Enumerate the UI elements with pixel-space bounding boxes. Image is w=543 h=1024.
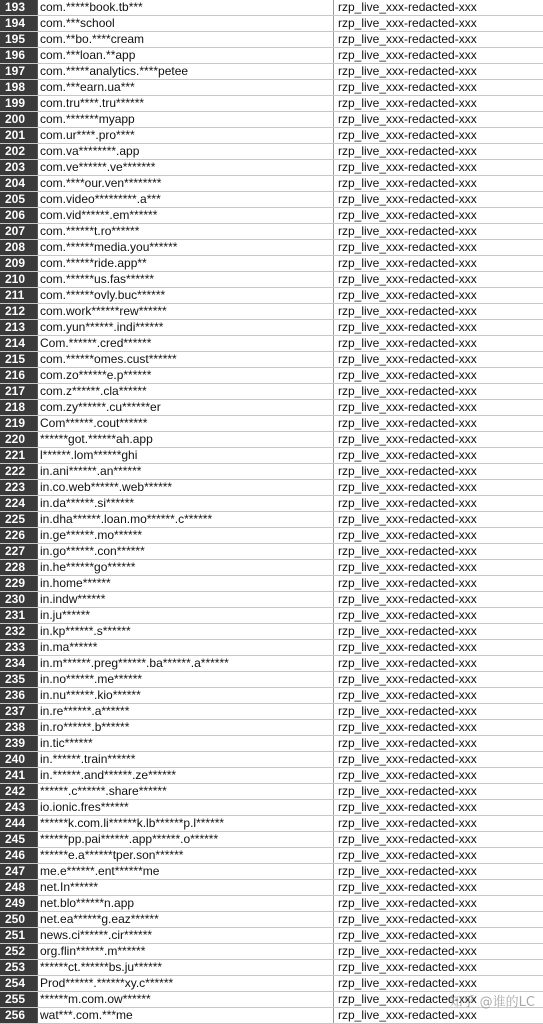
api-key-cell[interactable]: rzp_live_xxx-redacted-xxx	[338, 256, 477, 270]
api-key-cell[interactable]: rzp_live_xxx-redacted-xxx	[338, 336, 477, 350]
package-name-cell[interactable]: in.******.train******	[38, 752, 334, 767]
table-row[interactable]	[0, 912, 543, 928]
row-number[interactable]: 254	[0, 976, 38, 991]
package-name-cell[interactable]: com.ur****.pro****	[38, 128, 334, 143]
package-name-cell[interactable]: in.ge******.mo******	[38, 528, 334, 543]
package-name-cell[interactable]: com.*******myapp	[38, 112, 334, 127]
row-number[interactable]: 249	[0, 896, 38, 911]
table-row[interactable]	[0, 976, 543, 992]
api-key-cell[interactable]: rzp_live_xxx-redacted-xxx	[338, 864, 477, 878]
api-key-cell[interactable]: rzp_live_xxx-redacted-xxx	[338, 160, 477, 174]
row-number[interactable]: 224	[0, 496, 38, 511]
api-key-cell[interactable]: rzp_live_xxx-redacted-xxx	[338, 768, 477, 782]
row-number[interactable]: 223	[0, 480, 38, 495]
api-key-cell[interactable]: rzp_live_xxx-redacted-xxx	[338, 672, 477, 686]
package-name-cell[interactable]: ******.c******.share******	[38, 784, 334, 799]
package-name-cell[interactable]: in.ro******.b******	[38, 720, 334, 735]
row-number[interactable]: 244	[0, 816, 38, 831]
package-name-cell[interactable]: Com.******.cred******	[38, 336, 334, 351]
table-row[interactable]	[0, 720, 543, 736]
package-name-cell[interactable]: net.blo******n.app	[38, 896, 334, 911]
api-key-cell[interactable]: rzp_live_xxx-redacted-xxx	[338, 448, 477, 462]
api-key-cell[interactable]: rzp_live_xxx-redacted-xxx	[338, 800, 477, 814]
table-row[interactable]	[0, 256, 543, 272]
package-name-cell[interactable]: in.kp******.s******	[38, 624, 334, 639]
row-number[interactable]: 221	[0, 448, 38, 463]
row-number[interactable]: 219	[0, 416, 38, 431]
package-name-cell[interactable]: com.ve******.ve*******	[38, 160, 334, 175]
row-number[interactable]: 212	[0, 304, 38, 319]
api-key-cell[interactable]: rzp_live_xxx-redacted-xxx	[338, 96, 477, 110]
package-name-cell[interactable]: com.**bo.****cream	[38, 32, 334, 47]
package-name-cell[interactable]: com.video*********.a***	[38, 192, 334, 207]
package-name-cell[interactable]: com.******t.ro******	[38, 224, 334, 239]
api-key-cell[interactable]: rzp_live_xxx-redacted-xxx	[338, 176, 477, 190]
row-number[interactable]: 193	[0, 0, 38, 15]
table-row[interactable]	[0, 416, 543, 432]
api-key-cell[interactable]: rzp_live_xxx-redacted-xxx	[338, 896, 477, 910]
table-row[interactable]	[0, 960, 543, 976]
package-name-cell[interactable]: in.go******.con******	[38, 544, 334, 559]
table-row[interactable]	[0, 784, 543, 800]
table-row[interactable]	[0, 656, 543, 672]
row-number[interactable]: 247	[0, 864, 38, 879]
package-name-cell[interactable]: me.e******.ent******me	[38, 864, 334, 879]
table-row[interactable]	[0, 880, 543, 896]
api-key-cell[interactable]: rzp_live_xxx-redacted-xxx	[338, 528, 477, 542]
package-name-cell[interactable]: com.work******rew******	[38, 304, 334, 319]
row-number[interactable]: 248	[0, 880, 38, 895]
table-row[interactable]	[0, 800, 543, 816]
row-number[interactable]: 218	[0, 400, 38, 415]
row-number[interactable]: 255	[0, 992, 38, 1007]
package-name-cell[interactable]: ******ct.******bs.ju******	[38, 960, 334, 975]
api-key-cell[interactable]: rzp_live_xxx-redacted-xxx	[338, 656, 477, 670]
row-number[interactable]: 217	[0, 384, 38, 399]
row-number[interactable]: 208	[0, 240, 38, 255]
row-number[interactable]: 237	[0, 704, 38, 719]
row-number[interactable]: 207	[0, 224, 38, 239]
table-row[interactable]	[0, 512, 543, 528]
row-number[interactable]: 194	[0, 16, 38, 31]
api-key-cell[interactable]: rzp_live_xxx-redacted-xxx	[338, 16, 477, 30]
table-row[interactable]	[0, 848, 543, 864]
api-key-cell[interactable]: rzp_live_xxx-redacted-xxx	[338, 0, 477, 14]
api-key-cell[interactable]: rzp_live_xxx-redacted-xxx	[338, 624, 477, 638]
package-name-cell[interactable]: in.ju******	[38, 608, 334, 623]
package-name-cell[interactable]: ******k.com.li******k.lb******p.l******	[38, 816, 334, 831]
api-key-cell[interactable]: rzp_live_xxx-redacted-xxx	[338, 592, 477, 606]
row-number[interactable]: 215	[0, 352, 38, 367]
api-key-cell[interactable]: rzp_live_xxx-redacted-xxx	[338, 272, 477, 286]
package-name-cell[interactable]: com.******ride.app**	[38, 256, 334, 271]
table-row[interactable]	[0, 336, 543, 352]
api-key-cell[interactable]: rzp_live_xxx-redacted-xxx	[338, 352, 477, 366]
package-name-cell[interactable]: news.ci******.cir******	[38, 928, 334, 943]
row-number[interactable]: 252	[0, 944, 38, 959]
row-number[interactable]: 235	[0, 672, 38, 687]
table-row[interactable]	[0, 480, 543, 496]
table-row[interactable]	[0, 640, 543, 656]
package-name-cell[interactable]: com.zo******e.p******	[38, 368, 334, 383]
api-key-cell[interactable]: rzp_live_xxx-redacted-xxx	[338, 432, 477, 446]
package-name-cell[interactable]: com.*****analytics.****petee	[38, 64, 334, 79]
api-key-cell[interactable]: rzp_live_xxx-redacted-xxx	[338, 880, 477, 894]
table-row[interactable]	[0, 448, 543, 464]
row-number[interactable]: 213	[0, 320, 38, 335]
row-number[interactable]: 243	[0, 800, 38, 815]
api-key-cell[interactable]: rzp_live_xxx-redacted-xxx	[338, 496, 477, 510]
api-key-cell[interactable]: rzp_live_xxx-redacted-xxx	[338, 112, 477, 126]
row-number[interactable]: 225	[0, 512, 38, 527]
row-number[interactable]: 200	[0, 112, 38, 127]
package-name-cell[interactable]: com.****our.ven********	[38, 176, 334, 191]
package-name-cell[interactable]: com.va********.app	[38, 144, 334, 159]
package-name-cell[interactable]: in.no******.me******	[38, 672, 334, 687]
package-name-cell[interactable]: io.ionic.fres******	[38, 800, 334, 815]
api-key-cell[interactable]: rzp_live_xxx-redacted-xxx	[338, 128, 477, 142]
table-row[interactable]	[0, 304, 543, 320]
package-name-cell[interactable]: com.zy******.cu******er	[38, 400, 334, 415]
api-key-cell[interactable]: rzp_live_xxx-redacted-xxx	[338, 320, 477, 334]
package-name-cell[interactable]: com.***school	[38, 16, 334, 31]
api-key-cell[interactable]: rzp_live_xxx-redacted-xxx	[338, 512, 477, 526]
table-row[interactable]	[0, 496, 543, 512]
table-row[interactable]	[0, 64, 543, 80]
table-row[interactable]	[0, 0, 543, 16]
row-number[interactable]: 256	[0, 1008, 38, 1023]
row-number[interactable]: 199	[0, 96, 38, 111]
row-number[interactable]: 209	[0, 256, 38, 271]
api-key-cell[interactable]: rzp_live_xxx-redacted-xxx	[338, 64, 477, 78]
package-name-cell[interactable]: net.ea******g.eaz******	[38, 912, 334, 927]
package-name-cell[interactable]: Prod******.******xy.c******	[38, 976, 334, 991]
api-key-cell[interactable]: rzp_live_xxx-redacted-xxx	[338, 960, 477, 974]
table-row[interactable]	[0, 224, 543, 240]
table-row[interactable]	[0, 384, 543, 400]
api-key-cell[interactable]: rzp_live_xxx-redacted-xxx	[338, 224, 477, 238]
api-key-cell[interactable]: rzp_live_xxx-redacted-xxx	[338, 832, 477, 846]
api-key-cell[interactable]: rzp_live_xxx-redacted-xxx	[338, 240, 477, 254]
row-number[interactable]: 234	[0, 656, 38, 671]
package-name-cell[interactable]: com.*****book.tb***	[38, 0, 334, 15]
package-name-cell[interactable]: com.******media.you******	[38, 240, 334, 255]
package-name-cell[interactable]: in.m******.preg******.ba******.a******	[38, 656, 334, 671]
package-name-cell[interactable]: in.nu******.kio******	[38, 688, 334, 703]
api-key-cell[interactable]: rzp_live_xxx-redacted-xxx	[338, 464, 477, 478]
table-row[interactable]	[0, 96, 543, 112]
table-row[interactable]	[0, 544, 543, 560]
row-number[interactable]: 253	[0, 960, 38, 975]
package-name-cell[interactable]: in.re******.a******	[38, 704, 334, 719]
row-number[interactable]: 240	[0, 752, 38, 767]
api-key-cell[interactable]: rzp_live_xxx-redacted-xxx	[338, 400, 477, 414]
table-row[interactable]	[0, 816, 543, 832]
table-row[interactable]	[0, 688, 543, 704]
package-name-cell[interactable]: in.ani******.an******	[38, 464, 334, 479]
row-number[interactable]: 201	[0, 128, 38, 143]
table-row[interactable]	[0, 672, 543, 688]
api-key-cell[interactable]: rzp_live_xxx-redacted-xxx	[338, 384, 477, 398]
watermark: 知乎 @谁的LC	[449, 995, 535, 1010]
table-row[interactable]	[0, 288, 543, 304]
package-name-cell[interactable]: in.******.and******.ze******	[38, 768, 334, 783]
row-number[interactable]: 233	[0, 640, 38, 655]
row-number[interactable]: 242	[0, 784, 38, 799]
package-name-cell[interactable]: in.ma******	[38, 640, 334, 655]
row-number[interactable]: 227	[0, 544, 38, 559]
table-row[interactable]	[0, 80, 543, 96]
api-key-cell[interactable]: rzp_live_xxx-redacted-xxx	[338, 1008, 477, 1022]
row-number[interactable]: 216	[0, 368, 38, 383]
api-key-cell[interactable]: rzp_live_xxx-redacted-xxx	[338, 208, 477, 222]
api-key-cell[interactable]: rzp_live_xxx-redacted-xxx	[338, 736, 477, 750]
row-number[interactable]: 230	[0, 592, 38, 607]
api-key-cell[interactable]: rzp_live_xxx-redacted-xxx	[338, 32, 477, 46]
table-row[interactable]	[0, 128, 543, 144]
table-row[interactable]	[0, 400, 543, 416]
api-key-cell[interactable]: rzp_live_xxx-redacted-xxx	[338, 576, 477, 590]
api-key-cell[interactable]: rzp_live_xxx-redacted-xxx	[338, 192, 477, 206]
table-row[interactable]	[0, 560, 543, 576]
package-name-cell[interactable]: in.he******go******	[38, 560, 334, 575]
row-number[interactable]: 231	[0, 608, 38, 623]
row-number[interactable]: 239	[0, 736, 38, 751]
api-key-cell[interactable]: rzp_live_xxx-redacted-xxx	[338, 912, 477, 926]
row-number[interactable]: 214	[0, 336, 38, 351]
table-row[interactable]	[0, 352, 543, 368]
package-name-cell[interactable]: in.tic******	[38, 736, 334, 751]
row-number[interactable]: 206	[0, 208, 38, 223]
package-name-cell[interactable]: l******.lom******ghi	[38, 448, 334, 463]
api-key-cell[interactable]: rzp_live_xxx-redacted-xxx	[338, 784, 477, 798]
api-key-cell[interactable]: rzp_live_xxx-redacted-xxx	[338, 688, 477, 702]
table-row[interactable]	[0, 928, 543, 944]
table-row[interactable]	[0, 768, 543, 784]
package-name-cell[interactable]: com.******us.fas******	[38, 272, 334, 287]
row-number[interactable]: 210	[0, 272, 38, 287]
row-number[interactable]: 251	[0, 928, 38, 943]
table-row[interactable]	[0, 704, 543, 720]
api-key-cell[interactable]: rzp_live_xxx-redacted-xxx	[338, 144, 477, 158]
table-row[interactable]	[0, 608, 543, 624]
table-row[interactable]	[0, 16, 543, 32]
api-key-cell[interactable]: rzp_live_xxx-redacted-xxx	[338, 928, 477, 942]
table-row[interactable]	[0, 368, 543, 384]
package-name-cell[interactable]: in.home******	[38, 576, 334, 591]
table-row[interactable]	[0, 528, 543, 544]
package-name-cell[interactable]: ******pp.pai******.app******.o******	[38, 832, 334, 847]
row-number[interactable]: 228	[0, 560, 38, 575]
row-number[interactable]: 229	[0, 576, 38, 591]
row-number[interactable]: 226	[0, 528, 38, 543]
table-row[interactable]	[0, 576, 543, 592]
api-key-cell[interactable]: rzp_live_xxx-redacted-xxx	[338, 80, 477, 94]
api-key-cell[interactable]: rzp_live_xxx-redacted-xxx	[338, 752, 477, 766]
api-key-cell[interactable]: rzp_live_xxx-redacted-xxx	[338, 544, 477, 558]
row-number[interactable]: 250	[0, 912, 38, 927]
row-number[interactable]: 204	[0, 176, 38, 191]
api-key-cell[interactable]: rzp_live_xxx-redacted-xxx	[338, 368, 477, 382]
table-row[interactable]	[0, 624, 543, 640]
table-row[interactable]	[0, 944, 543, 960]
row-number[interactable]: 238	[0, 720, 38, 735]
row-number[interactable]: 203	[0, 160, 38, 175]
table-row[interactable]	[0, 176, 543, 192]
table-row[interactable]	[0, 752, 543, 768]
package-name-cell[interactable]: com.z******.cla******	[38, 384, 334, 399]
row-number[interactable]: 236	[0, 688, 38, 703]
package-name-cell[interactable]: wat***.com.***me	[38, 1008, 334, 1023]
row-number[interactable]: 211	[0, 288, 38, 303]
api-key-cell[interactable]: rzp_live_xxx-redacted-xxx	[338, 288, 477, 302]
package-name-cell[interactable]: com.vid******.em******	[38, 208, 334, 223]
table-row[interactable]	[0, 192, 543, 208]
api-key-cell[interactable]: rzp_live_xxx-redacted-xxx	[338, 608, 477, 622]
api-key-cell[interactable]: rzp_live_xxx-redacted-xxx	[338, 816, 477, 830]
api-key-cell[interactable]: rzp_live_xxx-redacted-xxx	[338, 992, 477, 1006]
package-name-cell[interactable]: ******e.a******tper.son******	[38, 848, 334, 863]
package-name-cell[interactable]: in.dha******.loan.mo******.c******	[38, 512, 334, 527]
table-row[interactable]	[0, 320, 543, 336]
api-key-cell[interactable]: rzp_live_xxx-redacted-xxx	[338, 976, 477, 990]
row-number[interactable]: 246	[0, 848, 38, 863]
table-row[interactable]	[0, 32, 543, 48]
api-key-cell[interactable]: rzp_live_xxx-redacted-xxx	[338, 560, 477, 574]
table-row[interactable]	[0, 272, 543, 288]
package-name-cell[interactable]: Com******.cout******	[38, 416, 334, 431]
package-name-cell[interactable]: com.yun******.indi******	[38, 320, 334, 335]
row-number[interactable]: 198	[0, 80, 38, 95]
row-number[interactable]: 205	[0, 192, 38, 207]
table-row[interactable]	[0, 832, 543, 848]
row-number[interactable]: 196	[0, 48, 38, 63]
package-name-cell[interactable]: com.***loan.**app	[38, 48, 334, 63]
package-name-cell[interactable]: ******m.com.ow******	[38, 992, 334, 1007]
table-row[interactable]	[0, 464, 543, 480]
package-name-cell[interactable]: in.indw******	[38, 592, 334, 607]
package-name-cell[interactable]: in.da******.si******	[38, 496, 334, 511]
package-name-cell[interactable]: in.co.web******.web******	[38, 480, 334, 495]
row-number[interactable]: 232	[0, 624, 38, 639]
package-name-cell[interactable]: com.***earn.ua***	[38, 80, 334, 95]
table-row[interactable]	[0, 896, 543, 912]
api-key-cell[interactable]: rzp_live_xxx-redacted-xxx	[338, 480, 477, 494]
row-number[interactable]: 245	[0, 832, 38, 847]
api-key-cell[interactable]: rzp_live_xxx-redacted-xxx	[338, 416, 477, 430]
api-key-cell[interactable]: rzp_live_xxx-redacted-xxx	[338, 720, 477, 734]
row-number[interactable]: 222	[0, 464, 38, 479]
row-number[interactable]: 241	[0, 768, 38, 783]
api-key-cell[interactable]: rzp_live_xxx-redacted-xxx	[338, 704, 477, 718]
row-number[interactable]: 202	[0, 144, 38, 159]
package-name-cell[interactable]: com.******ovly.buc******	[38, 288, 334, 303]
table-row[interactable]	[0, 592, 543, 608]
api-key-cell[interactable]: rzp_live_xxx-redacted-xxx	[338, 848, 477, 862]
table-row[interactable]	[0, 160, 543, 176]
package-name-cell[interactable]: ******got.******ah.app	[38, 432, 334, 447]
table-row[interactable]	[0, 1008, 543, 1024]
api-key-cell[interactable]: rzp_live_xxx-redacted-xxx	[338, 944, 477, 958]
api-key-cell[interactable]: rzp_live_xxx-redacted-xxx	[338, 304, 477, 318]
table-row[interactable]	[0, 432, 543, 448]
table-row[interactable]	[0, 240, 543, 256]
table-row[interactable]	[0, 208, 543, 224]
table-row[interactable]	[0, 112, 543, 128]
package-name-cell[interactable]: net.In******	[38, 880, 334, 895]
table-row[interactable]	[0, 48, 543, 64]
api-key-cell[interactable]: rzp_live_xxx-redacted-xxx	[338, 48, 477, 62]
table-row[interactable]	[0, 144, 543, 160]
table-row[interactable]	[0, 864, 543, 880]
package-name-cell[interactable]: org.flin******.m******	[38, 944, 334, 959]
api-key-cell[interactable]: rzp_live_xxx-redacted-xxx	[338, 640, 477, 654]
package-name-cell[interactable]: com.tru****.tru******	[38, 96, 334, 111]
row-number[interactable]: 195	[0, 32, 38, 47]
package-name-cell[interactable]: com.******omes.cust******	[38, 352, 334, 367]
row-number[interactable]: 220	[0, 432, 38, 447]
row-number[interactable]: 197	[0, 64, 38, 79]
table-row[interactable]	[0, 736, 543, 752]
